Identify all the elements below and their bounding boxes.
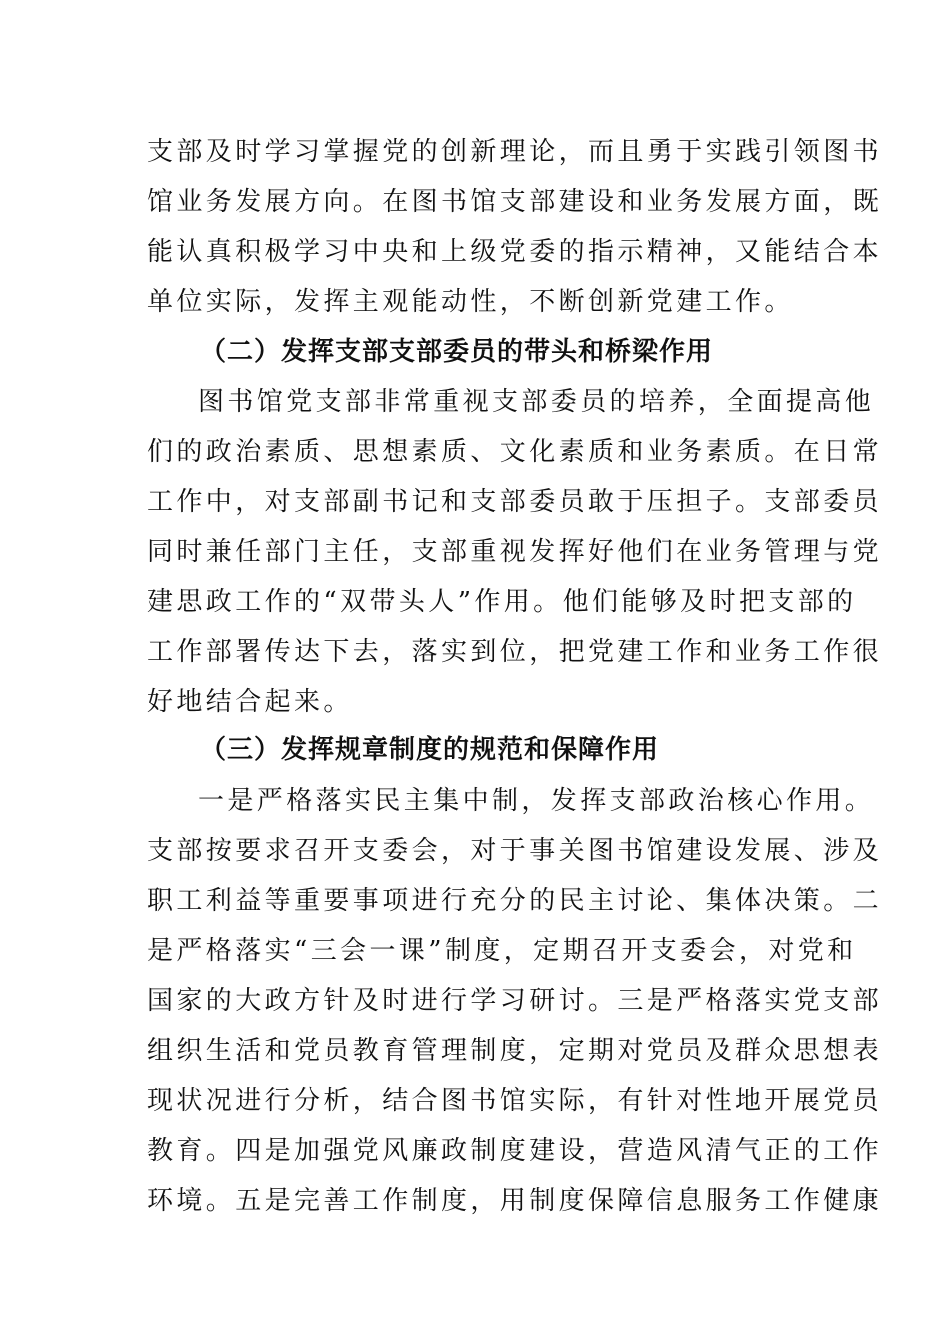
body-line: 国家的大政方针及时进行学习研讨。三是严格落实党支部 [147, 986, 883, 1016]
body-line: 现状况进行分析，结合图书馆实际，有针对性地开展党员 [147, 1086, 883, 1116]
body-line: 馆业务发展方向。在图书馆支部建设和业务发展方面，既 [147, 187, 883, 217]
body-line: 职工利益等重要事项进行充分的民主讨论、集体决策。二 [147, 886, 883, 916]
section-heading-2: （二）发挥支部支部委员的带头和桥梁作用 [200, 337, 714, 367]
body-line: 图书馆党支部非常重视支部委员的培养，全面提高他 [198, 387, 875, 417]
body-line: 建思政工作的“双带头人”作用。他们能够及时把支部的 [147, 587, 857, 617]
body-line: 们的政治素质、思想素质、文化素质和业务素质。在日常 [147, 437, 883, 467]
body-line: 支部按要求召开支委会，对于事关图书馆建设发展、涉及 [147, 836, 883, 866]
body-line: 单位实际，发挥主观能动性，不断创新党建工作。 [147, 287, 794, 317]
body-line: 组织生活和党员教育管理制度，定期对党员及群众思想表 [147, 1036, 883, 1066]
section-heading-3: （三）发挥规章制度的规范和保障作用 [200, 735, 660, 765]
body-line: 能认真积极学习中央和上级党委的指示精神，又能结合本 [147, 237, 883, 267]
body-line: 教育。四是加强党风廉政制度建设，营造风清气正的工作 [147, 1136, 883, 1166]
body-line: 工作中，对支部副书记和支部委员敢于压担子。支部委员 [147, 487, 883, 517]
body-line: 一是严格落实民主集中制，发挥支部政治核心作用。 [198, 786, 875, 816]
body-line: 好地结合起来。 [147, 687, 353, 717]
body-line: 同时兼任部门主任，支部重视发挥好他们在业务管理与党 [147, 537, 883, 567]
body-line: 工作部署传达下去，落实到位，把党建工作和业务工作很 [147, 637, 883, 667]
body-line: 环境。五是完善工作制度，用制度保障信息服务工作健康 [147, 1186, 883, 1216]
body-line: 是严格落实“三会一课”制度，定期召开支委会，对党和 [147, 936, 857, 966]
body-line: 支部及时学习掌握党的创新理论，而且勇于实践引领图书 [147, 137, 883, 167]
